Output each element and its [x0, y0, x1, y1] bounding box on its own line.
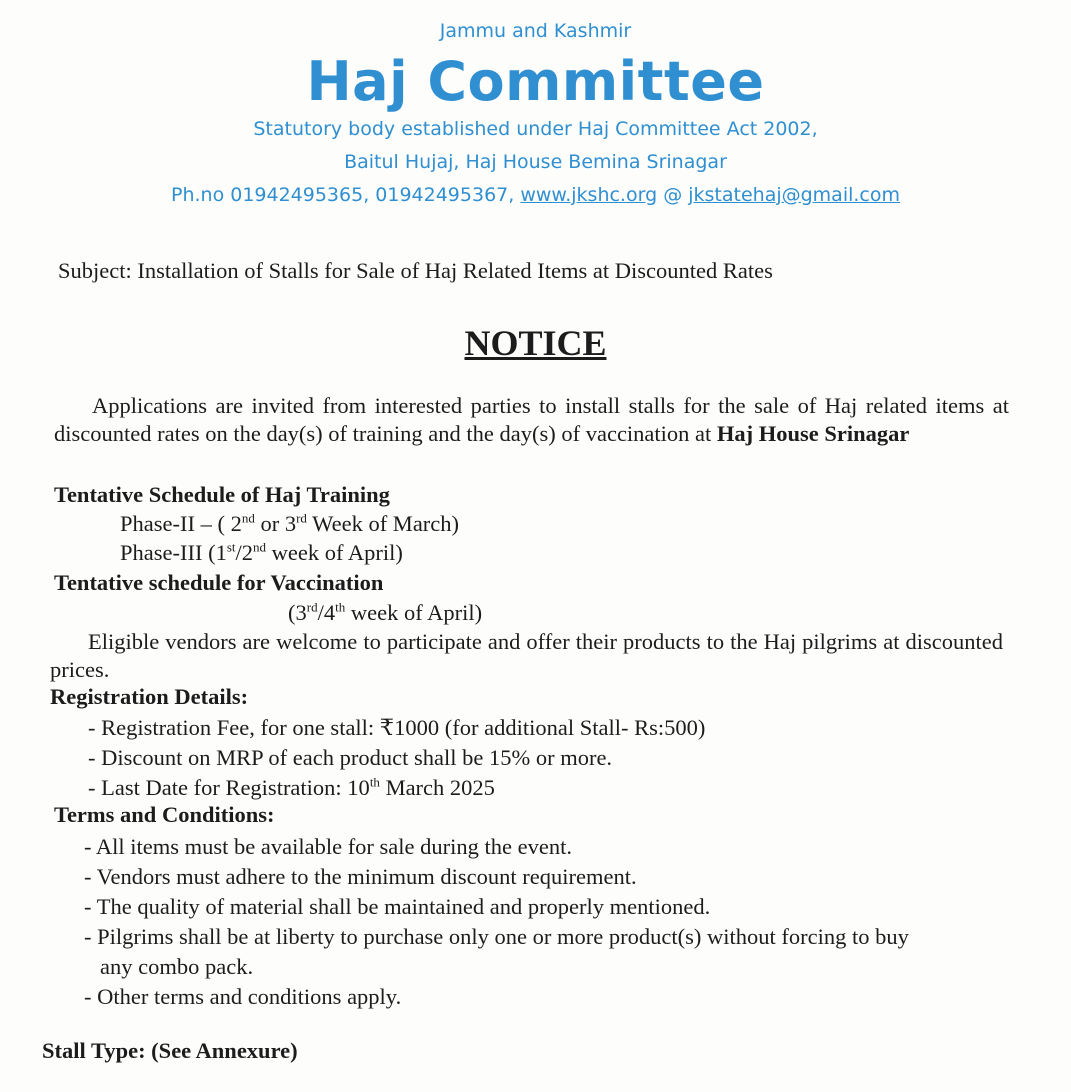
intro-paragraph [54, 392, 1009, 448]
subject-line: Subject: Installation of Stalls for Sale of Haj Related Items at Discounted Rates [58, 258, 773, 283]
training-heading: Tentative Schedule of Haj Training [54, 482, 390, 507]
intro-venue: Haj House Srinagar [716, 421, 910, 446]
registration-heading: Registration Details: [50, 684, 249, 709]
notice-title: NOTICE [464, 323, 607, 363]
terms-list [84, 832, 909, 1012]
registration-discount: - Discount on MRP of each product shall be 15% or more. [88, 745, 613, 770]
terms-item: - Other terms and conditions apply. [84, 984, 402, 1009]
terms-item: - Vendors must adhere to the minimum discount requirement. [84, 864, 637, 889]
email-link[interactable]: jkstatehaj@gmail.com [688, 184, 900, 206]
intro-text: Applications are invited from interested parties to install stalls for the sale of Haj related items at discounted rates on the day(s) of training and the day(s) of vaccination at [54, 393, 1009, 446]
terms-heading: Terms and Conditions: [54, 802, 275, 827]
letterhead-statutory: Statutory body established under Haj Committee Act 2002, [253, 118, 818, 140]
letterhead-contacts [0, 184, 1071, 206]
stall-type-line: Stall Type: (See Annexure) [42, 1038, 298, 1063]
registration-last-date: - Last Date for Registration: 10th March 2025 [88, 774, 495, 800]
terms-item-continuation: any combo pack. [100, 954, 254, 979]
vaccination-heading: Tentative schedule for Vaccination [54, 570, 384, 595]
training-phase-3: Phase-III (1st/2nd week of April) [120, 539, 403, 565]
eligible-text: Eligible vendors are welcome to participate and offer their products to the Haj pilgrims at discounted prices. [50, 629, 1003, 682]
training-phase-2: Phase-II – ( 2nd or 3rd Week of March) [120, 510, 460, 536]
vaccination-week: (3rd/4th week of April) [288, 599, 483, 625]
registration-list [88, 713, 705, 803]
terms-item: - The quality of material shall be maintained and properly mentioned. [84, 894, 711, 919]
website-link[interactable]: www.jkshc.org [520, 184, 658, 206]
at-symbol: @ [663, 184, 683, 206]
letterhead-state: Jammu and Kashmir [439, 20, 632, 42]
phone-numbers: Ph.no 01942495365, 01942495367, [170, 184, 515, 206]
eligible-paragraph [50, 628, 1003, 684]
terms-item: - All items must be available for sale during the event. [84, 834, 572, 859]
letterhead-org-name: Haj Committee [306, 50, 765, 113]
registration-fee: - Registration Fee, for one stall: ₹1000 (for additional Stall- Rs:500) [88, 715, 706, 740]
letterhead-address: Baitul Hujaj, Haj House Bemina Srinagar [344, 151, 727, 173]
terms-item: - Pilgrims shall be at liberty to purchase only one or more product(s) without forcing to buy [84, 924, 909, 949]
